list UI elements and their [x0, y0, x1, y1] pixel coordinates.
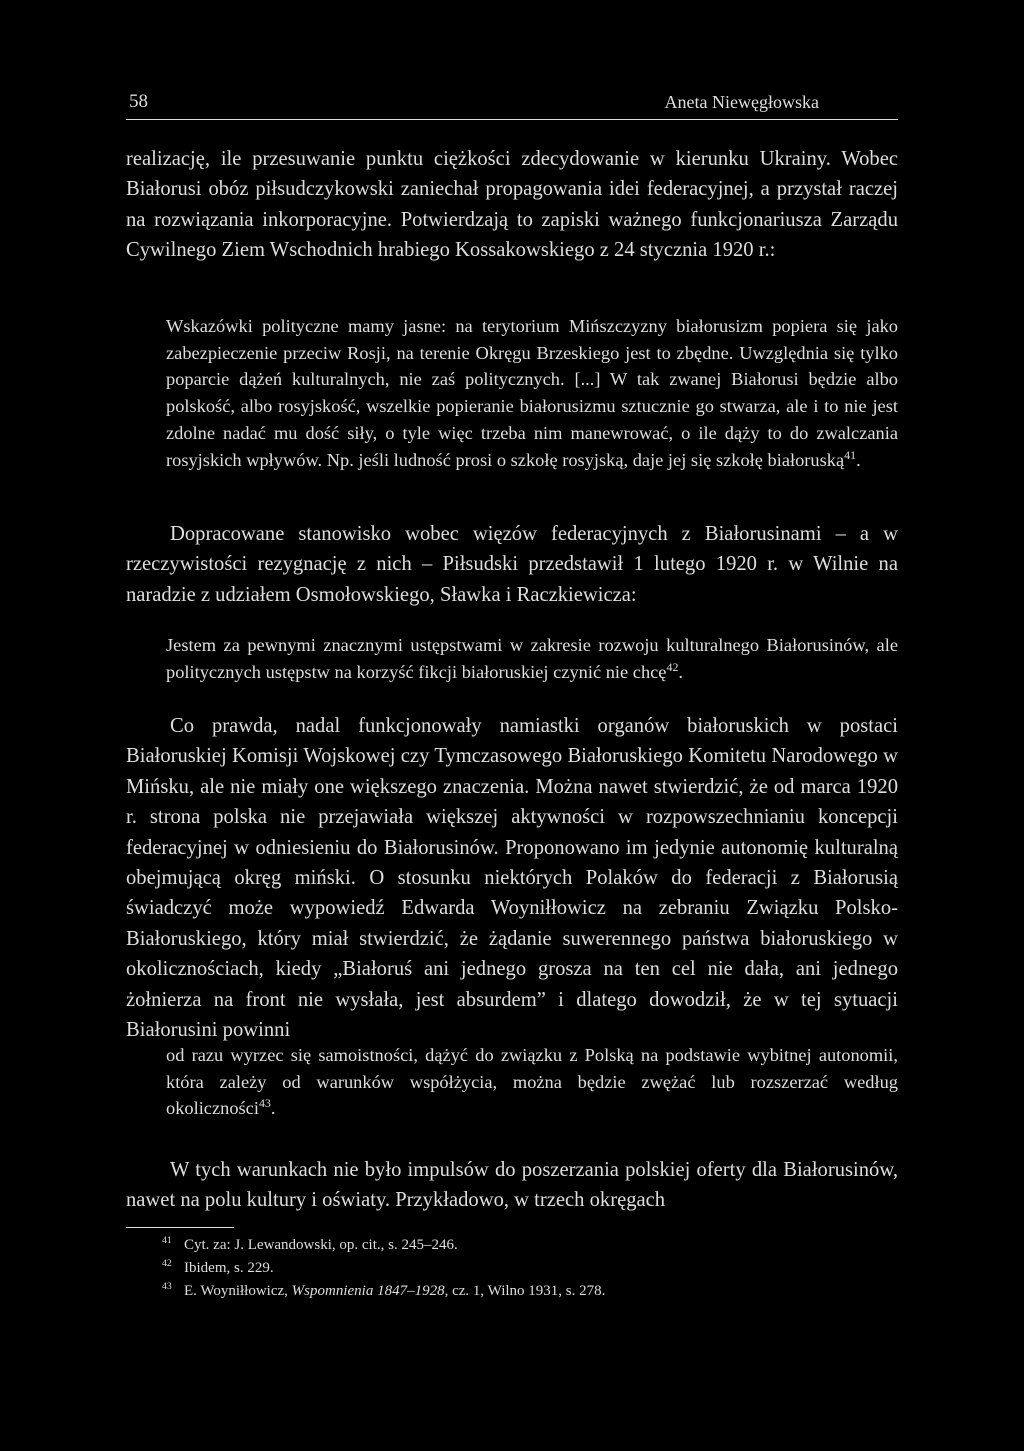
paragraph-3-text: Co prawda, nadal funkcjonowały namiastki organów białoruskich w postaci Białoruskiej Komisji Wojskowej czy Tymczasowego Białoruskiego Komitetu Narodowego w Mińsku, ale nie miały one większego znaczenia. Można nawet stwierdzić, że od marca 1920 r. strona polska nie przejawiała większej aktywności w rozpowszechnianiu koncepcji federacyjnej w odniesieniu do Białorusinów. Proponowano im jedynie autonomię kulturalną obejmującą okręg miński. O stosunku niektórych Polaków do federacji z Białorusią świadczyć może wypowiedź Edwarda Woyniłłowicz na zebraniu Związku Polsko-Białoruskiego, który miał stwierdzić, że żądanie suwerennego państwa białoruskiego w okolicznościach, kiedy „Białoruś ani jednego grosza na ten cel nie dała, ani jednego żołnierza na front nie wysłała, jest absurdem” i dlatego dowodził, że w tej sytuacji Białorusini powinni [126, 715, 898, 1042]
footnote-42 [162, 1257, 898, 1280]
paragraph-1-text: realizację, ile przesuwanie punktu ciężkości zdecydowanie w kierunku Ukrainy. Wobec Białorusi obóz piłsudczykowski zaniechał propagowania idei federacyjnej, a przystał raczej na rozwiązania inkorporacyjne. Potwierdzają to zapiski ważnego funkcjonariusza Zarządu Cywilnego Ziem Wschodnich hrabiego Kossakowskiego z 24 stycznia 1920 r.: [126, 148, 898, 262]
footnote-text-post: , cz. 1, Wilno 1931, s. 278. [444, 1283, 606, 1299]
footnote-ref-42[interactable]: 42 [666, 659, 679, 674]
paragraph-4 [126, 1155, 898, 1216]
footnote-cited-title: Wspomnienia 1847–1928 [291, 1283, 445, 1299]
paragraph-2-text: Dopracowane stanowisko wobec więzów federacyjnych z Białorusinami – a w rzeczywistości rezygnację z nich – Piłsudski przedstawił 1 lutego 1920 r. w Wilnie na naradzie z udziałem Osmołowskiego, Sławka i Raczkiewicza: [126, 523, 898, 606]
footnote-number: 43 [162, 1281, 172, 1292]
block-quote-2-text: Jestem za pewnymi znacznymi ustępstwami w zakresie rozwoju kulturalnego Białorusinów, ale politycznych ustępstw na korzyść fikcji białoruskiej czynić nie chcę [166, 635, 898, 682]
footnote-rule [126, 1227, 234, 1228]
block-quote-1-text: Wskazówki polityczne mamy jasne: na terytorium Mińszczyzny białorusizm popiera się jako zabezpieczenie przeciw Rosji, na terenie Okręgu Brzeskiego jest to zbędne. Uwzględnia się tylko poparcie dążeń kulturalnych, nie zaś politycznych. [...] W tak zwanej Białorusi będzie albo polskość, albo rosyjskość, wszelkie popieranie białorusizmu sztucznie go stwarza, ale i to nie jest zdolne nadać mu dość siły, o tyle więc trzeba nim manewrować, o ile dąży to do zwalczania rosyjskich wpływów. Np. jeśli ludność prosi o szkołę rosyjską, daje jej się szkołę białoruską [166, 316, 898, 470]
footnote-ref-43[interactable]: 43 [258, 1096, 271, 1111]
footnote-number: 42 [162, 1258, 172, 1269]
block-quote-2-end: . [678, 661, 684, 682]
paragraph-2 [126, 519, 898, 610]
paragraph-3 [126, 711, 898, 1045]
footnote-43 [162, 1280, 898, 1303]
paragraph-4-text: W tych warunkach nie było impulsów do poszerzania polskiej oferty dla Białorusinów, nawet na polu kultury i oświaty. Przykładowo, w trzech okręgach [126, 1159, 898, 1212]
block-quote-3-text: od razu wyrzec się samoistności, dążyć do związku z Polską na podstawie wybitnej autonomii, która zależy od warunków współżycia, można będzie zwężać lub rozszerzać według okoliczności [166, 1045, 898, 1119]
footnote-text-pre: E. Woyniłłowicz, [184, 1283, 292, 1299]
footnote-41 [162, 1234, 898, 1257]
header-rule [126, 119, 898, 120]
footnote-number: 41 [162, 1235, 172, 1246]
block-quote-1 [166, 313, 898, 473]
block-quote-3-end: . [270, 1098, 276, 1119]
running-head: Aneta Niewęgłowska [664, 92, 819, 112]
footnote-text: Ibidem, s. 229. [184, 1260, 274, 1276]
page-header [126, 91, 898, 113]
paragraph-1 [126, 144, 898, 266]
block-quote-1-end: . [856, 449, 861, 470]
footnotes [162, 1234, 898, 1303]
block-quote-3 [166, 1042, 898, 1122]
block-quote-2 [166, 632, 898, 685]
footnote-ref-41[interactable]: 41 [844, 447, 857, 462]
page-number: 58 [129, 91, 148, 112]
footnote-text: Cyt. za: J. Lewandowski, op. cit., s. 245–246. [184, 1237, 458, 1253]
